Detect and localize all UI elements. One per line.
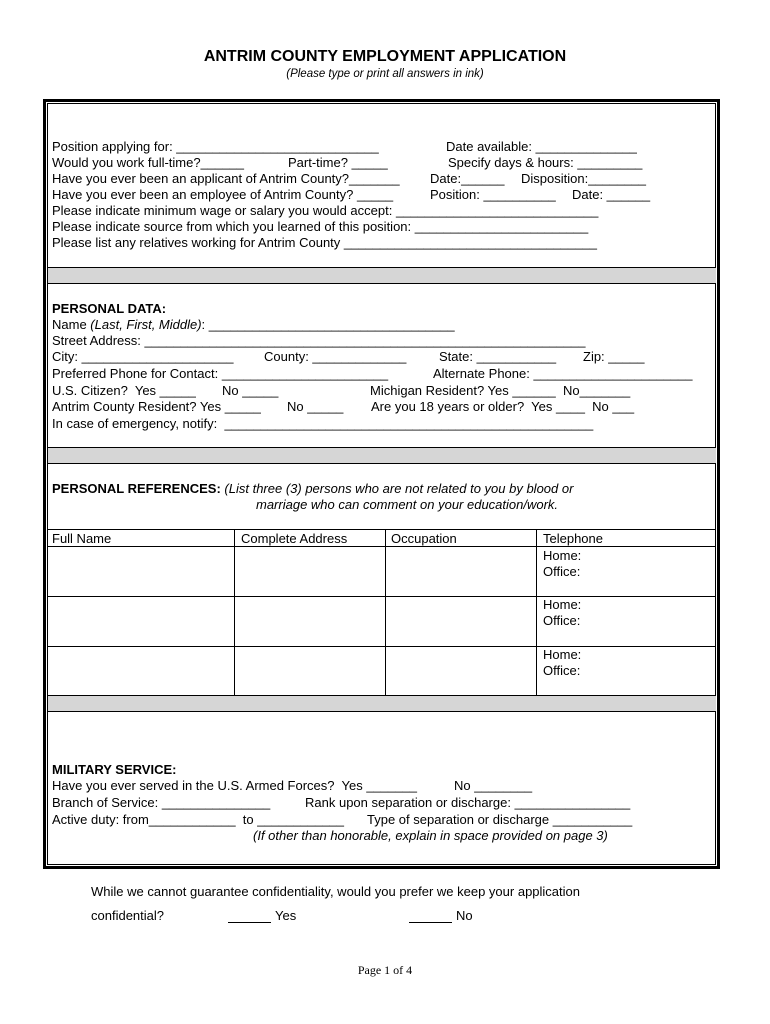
ref2-occupation-cell[interactable] [386,597,535,645]
street-address-field[interactable]: Street Address: _____________________________________________________________ [52,333,586,348]
ref3-office-phone[interactable]: Office: [543,663,581,678]
confidential-yes-blank[interactable] [228,922,271,923]
zip-field[interactable]: Zip: _____ [583,349,645,364]
confidential-yes-label: Yes [275,908,297,923]
separation-type-field[interactable]: Type of separation or discharge ___________ [367,812,633,827]
armed-forces-no-field[interactable]: No ________ [454,778,533,793]
ref2-office-phone[interactable]: Office: [543,613,581,628]
minimum-wage-field[interactable]: Please indicate minimum wage or salary you would accept: ____________________________ [52,203,599,218]
disposition-field[interactable]: Disposition:________ [521,171,647,186]
confidential-no-blank[interactable] [409,922,452,923]
alternate-phone-field[interactable]: Alternate Phone: ______________________ [433,366,693,381]
col-complete-address: Complete Address [241,531,348,546]
armed-forces-yes-field[interactable]: Have you ever served in the U.S. Armed Forces? Yes _______ [52,778,417,793]
ref2-address-cell[interactable] [235,597,384,645]
page-subtitle: (Please type or print all answers in ink) [286,68,484,80]
city-field[interactable]: City: _____________________ [52,349,234,364]
confidential-no-label: No [456,908,473,923]
col-telephone: Telephone [543,531,603,546]
relatives-field[interactable]: Please list any relatives working for Antrim County ___________________________________ [52,235,597,250]
ref3-home-phone[interactable]: Home: [543,647,582,662]
name-blank[interactable]: : __________________________________ [201,317,455,332]
name-label: Name [52,317,91,332]
days-hours-field[interactable]: Specify days & hours: _________ [448,155,643,170]
prior-applicant-field[interactable]: Have you ever been an applicant of Antrim County?_______ [52,171,400,186]
table-top-border [48,529,716,530]
emergency-contact-field[interactable]: In case of emergency, notify: ___________________________________________________ [52,416,594,431]
michigan-resident-field[interactable]: Michigan Resident? Yes ______ No_______ [370,383,631,398]
col-full-name: Full Name [52,531,112,546]
preferred-phone-field[interactable]: Preferred Phone for Contact: _______________________ [52,366,389,381]
part-time-field[interactable]: Part-time? _____ [288,155,388,170]
county-field[interactable]: County: _____________ [264,349,407,364]
source-field[interactable]: Please indicate source from which you learned of this position: ________________________ [52,219,589,234]
ref3-address-cell[interactable] [235,647,384,694]
military-note: (If other than honorable, explain in space provided on page 3) [253,828,608,843]
references-heading [52,481,573,497]
references-note-2: marriage who can comment on your education/work. [256,497,559,512]
us-citizen-yes-field[interactable]: U.S. Citizen? Yes _____ [52,383,196,398]
ref2-home-phone[interactable]: Home: [543,597,582,612]
references-title: PERSONAL REFERENCES: [52,481,225,496]
applicant-date-field[interactable]: Date:______ [430,171,505,186]
rank-field[interactable]: Rank upon separation or discharge: ________________ [305,795,631,810]
prior-date-field[interactable]: Date: ______ [572,187,651,202]
col-occupation: Occupation [391,531,457,546]
county-resident-yes-field[interactable]: Antrim County Resident? Yes _____ [52,399,261,414]
ref1-address-cell[interactable] [235,547,384,595]
position-applying-field[interactable]: Position applying for: ____________________________ [52,139,379,154]
prior-employee-field[interactable]: Have you ever been an employee of Antrim County? _____ [52,187,394,202]
us-citizen-no-field[interactable]: No _____ [222,383,279,398]
ref1-home-phone[interactable]: Home: [543,548,582,563]
name-field[interactable] [52,317,455,333]
full-time-field[interactable]: Would you work full-time?______ [52,155,244,170]
age-18-field[interactable]: Are you 18 years or older? Yes ____ No ___ [371,399,635,414]
page-title: ANTRIM COUNTY EMPLOYMENT APPLICATION [203,48,567,65]
confidential-label: confidential? [91,908,164,923]
confidentiality-question: While we cannot guarantee confidentiality, would you prefer we keep your application [91,884,580,899]
county-resident-no-field[interactable]: No _____ [287,399,344,414]
ref1-name-cell[interactable] [49,547,233,595]
ref3-name-cell[interactable] [49,647,233,694]
prior-position-field[interactable]: Position: __________ [430,187,556,202]
ref3-occupation-cell[interactable] [386,647,535,694]
name-hint: (Last, First, Middle) [90,317,202,332]
section-divider [48,695,716,712]
page-number: Page 1 of 4 [357,963,413,977]
state-field[interactable]: State: ___________ [439,349,557,364]
active-duty-field[interactable]: Active duty: from____________ to ____________ [52,812,345,827]
references-note-1: (List three (3) persons who are not related to you by blood or [224,481,574,496]
date-available-field[interactable]: Date available: ______________ [446,139,637,154]
ref2-name-cell[interactable] [49,597,233,645]
branch-field[interactable]: Branch of Service: _______________ [52,795,271,810]
section-divider [48,447,716,464]
section-divider [48,267,716,284]
table-col-border [536,529,537,695]
personal-data-heading: PERSONAL DATA: [52,301,167,316]
military-heading: MILITARY SERVICE: [52,762,177,777]
ref1-office-phone[interactable]: Office: [543,564,581,579]
ref1-occupation-cell[interactable] [386,547,535,595]
